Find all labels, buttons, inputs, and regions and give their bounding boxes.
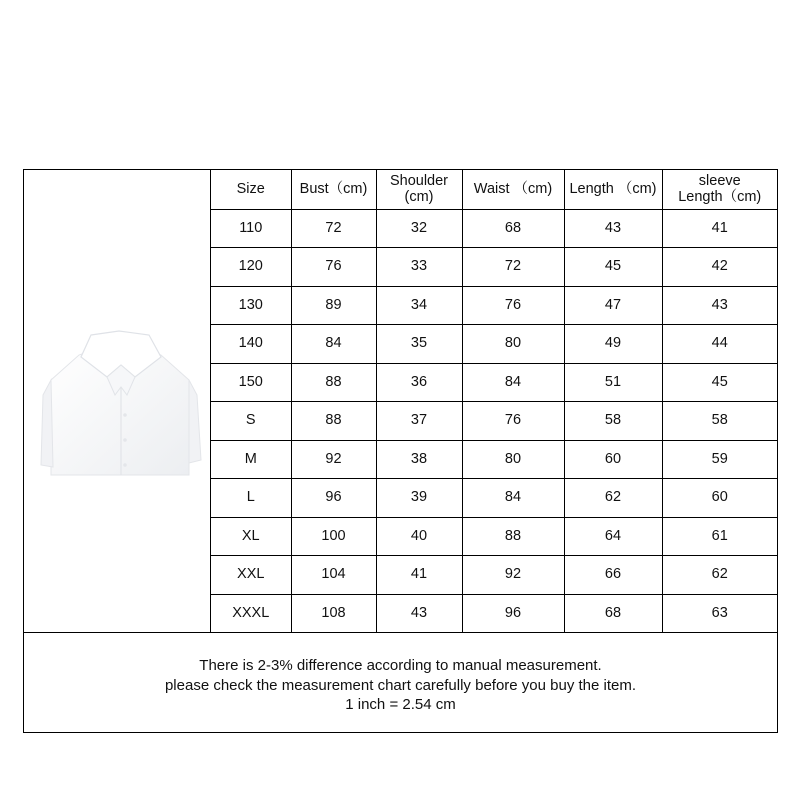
cell-length: 68	[564, 594, 662, 633]
cell-length: 64	[564, 517, 662, 556]
cell-shoulder: 32	[376, 209, 462, 248]
cell-length: 43	[564, 209, 662, 248]
header-length: Length （cm)	[564, 170, 662, 209]
cell-sleeve-length: 61	[662, 517, 777, 556]
cell-waist: 72	[462, 248, 564, 287]
cell-length: 66	[564, 556, 662, 595]
cell-sleeve-length: 45	[662, 363, 777, 402]
cell-sleeve-length: 42	[662, 248, 777, 287]
header-waist: Waist （cm)	[462, 170, 564, 209]
cell-sleeve-length: 44	[662, 325, 777, 364]
cell-length: 62	[564, 479, 662, 518]
cell-waist: 80	[462, 325, 564, 364]
cell-sleeve-length: 59	[662, 440, 777, 479]
cell-size: S	[211, 402, 291, 441]
table-row	[211, 286, 777, 325]
cell-size: 110	[211, 209, 291, 248]
header-shoulder: Shoulder (cm)	[376, 170, 462, 209]
cell-size: M	[211, 440, 291, 479]
cell-waist: 92	[462, 556, 564, 595]
cell-length: 45	[564, 248, 662, 287]
cell-shoulder: 34	[376, 286, 462, 325]
cell-length: 47	[564, 286, 662, 325]
cell-size: 130	[211, 286, 291, 325]
cell-bust: 88	[291, 402, 376, 441]
table-row	[211, 209, 777, 248]
cell-waist: 76	[462, 402, 564, 441]
note-check-chart: please check the measurement chart carefully before you buy the item.	[164, 676, 637, 694]
cell-waist: 80	[462, 440, 564, 479]
cell-size: XL	[211, 517, 291, 556]
cell-waist: 84	[462, 363, 564, 402]
table-row	[211, 440, 777, 479]
cell-shoulder: 35	[376, 325, 462, 364]
size-chart-frame	[23, 169, 778, 733]
cell-sleeve-length: 63	[662, 594, 777, 633]
table-body	[211, 209, 777, 633]
cell-sleeve-length: 60	[662, 479, 777, 518]
cell-bust: 96	[291, 479, 376, 518]
table-row	[211, 363, 777, 402]
cell-waist: 88	[462, 517, 564, 556]
cell-size: XXL	[211, 556, 291, 595]
header-size: Size	[211, 170, 291, 209]
white-shirt-icon	[39, 325, 204, 495]
cell-shoulder: 37	[376, 402, 462, 441]
cell-bust: 76	[291, 248, 376, 287]
cell-size: 120	[211, 248, 291, 287]
size-table	[211, 170, 777, 633]
cell-shoulder: 43	[376, 594, 462, 633]
cell-waist: 96	[462, 594, 564, 633]
cell-sleeve-length: 62	[662, 556, 777, 595]
note-inch-conversion: 1 inch = 2.54 cm	[345, 696, 456, 713]
table-row	[211, 594, 777, 633]
cell-sleeve-length: 58	[662, 402, 777, 441]
header-sleeve-length: sleeve Length（cm)	[662, 170, 777, 209]
cell-bust: 88	[291, 363, 376, 402]
product-image-cell	[24, 170, 211, 632]
cell-shoulder: 33	[376, 248, 462, 287]
cell-bust: 108	[291, 594, 376, 633]
cell-shoulder: 36	[376, 363, 462, 402]
cell-bust: 92	[291, 440, 376, 479]
cell-length: 60	[564, 440, 662, 479]
cell-bust: 72	[291, 209, 376, 248]
table-row	[211, 479, 777, 518]
table-row	[211, 517, 777, 556]
cell-size: L	[211, 479, 291, 518]
cell-shoulder: 38	[376, 440, 462, 479]
cell-waist: 84	[462, 479, 564, 518]
table-header-row	[211, 170, 777, 209]
cell-bust: 84	[291, 325, 376, 364]
cell-sleeve-length: 41	[662, 209, 777, 248]
table-row	[211, 325, 777, 364]
measurement-notes	[24, 632, 777, 732]
note-difference: There is 2-3% difference according to manual measurement.	[199, 657, 602, 674]
cell-bust: 100	[291, 517, 376, 556]
cell-size: XXXL	[211, 594, 291, 633]
cell-waist: 68	[462, 209, 564, 248]
cell-bust: 104	[291, 556, 376, 595]
cell-shoulder: 41	[376, 556, 462, 595]
table-row	[211, 556, 777, 595]
cell-shoulder: 39	[376, 479, 462, 518]
cell-length: 58	[564, 402, 662, 441]
cell-size: 150	[211, 363, 291, 402]
table-row	[211, 248, 777, 287]
cell-length: 49	[564, 325, 662, 364]
table-row	[211, 402, 777, 441]
cell-waist: 76	[462, 286, 564, 325]
cell-bust: 89	[291, 286, 376, 325]
cell-length: 51	[564, 363, 662, 402]
cell-size: 140	[211, 325, 291, 364]
cell-shoulder: 40	[376, 517, 462, 556]
header-bust: Bust（cm)	[291, 170, 376, 209]
cell-sleeve-length: 43	[662, 286, 777, 325]
